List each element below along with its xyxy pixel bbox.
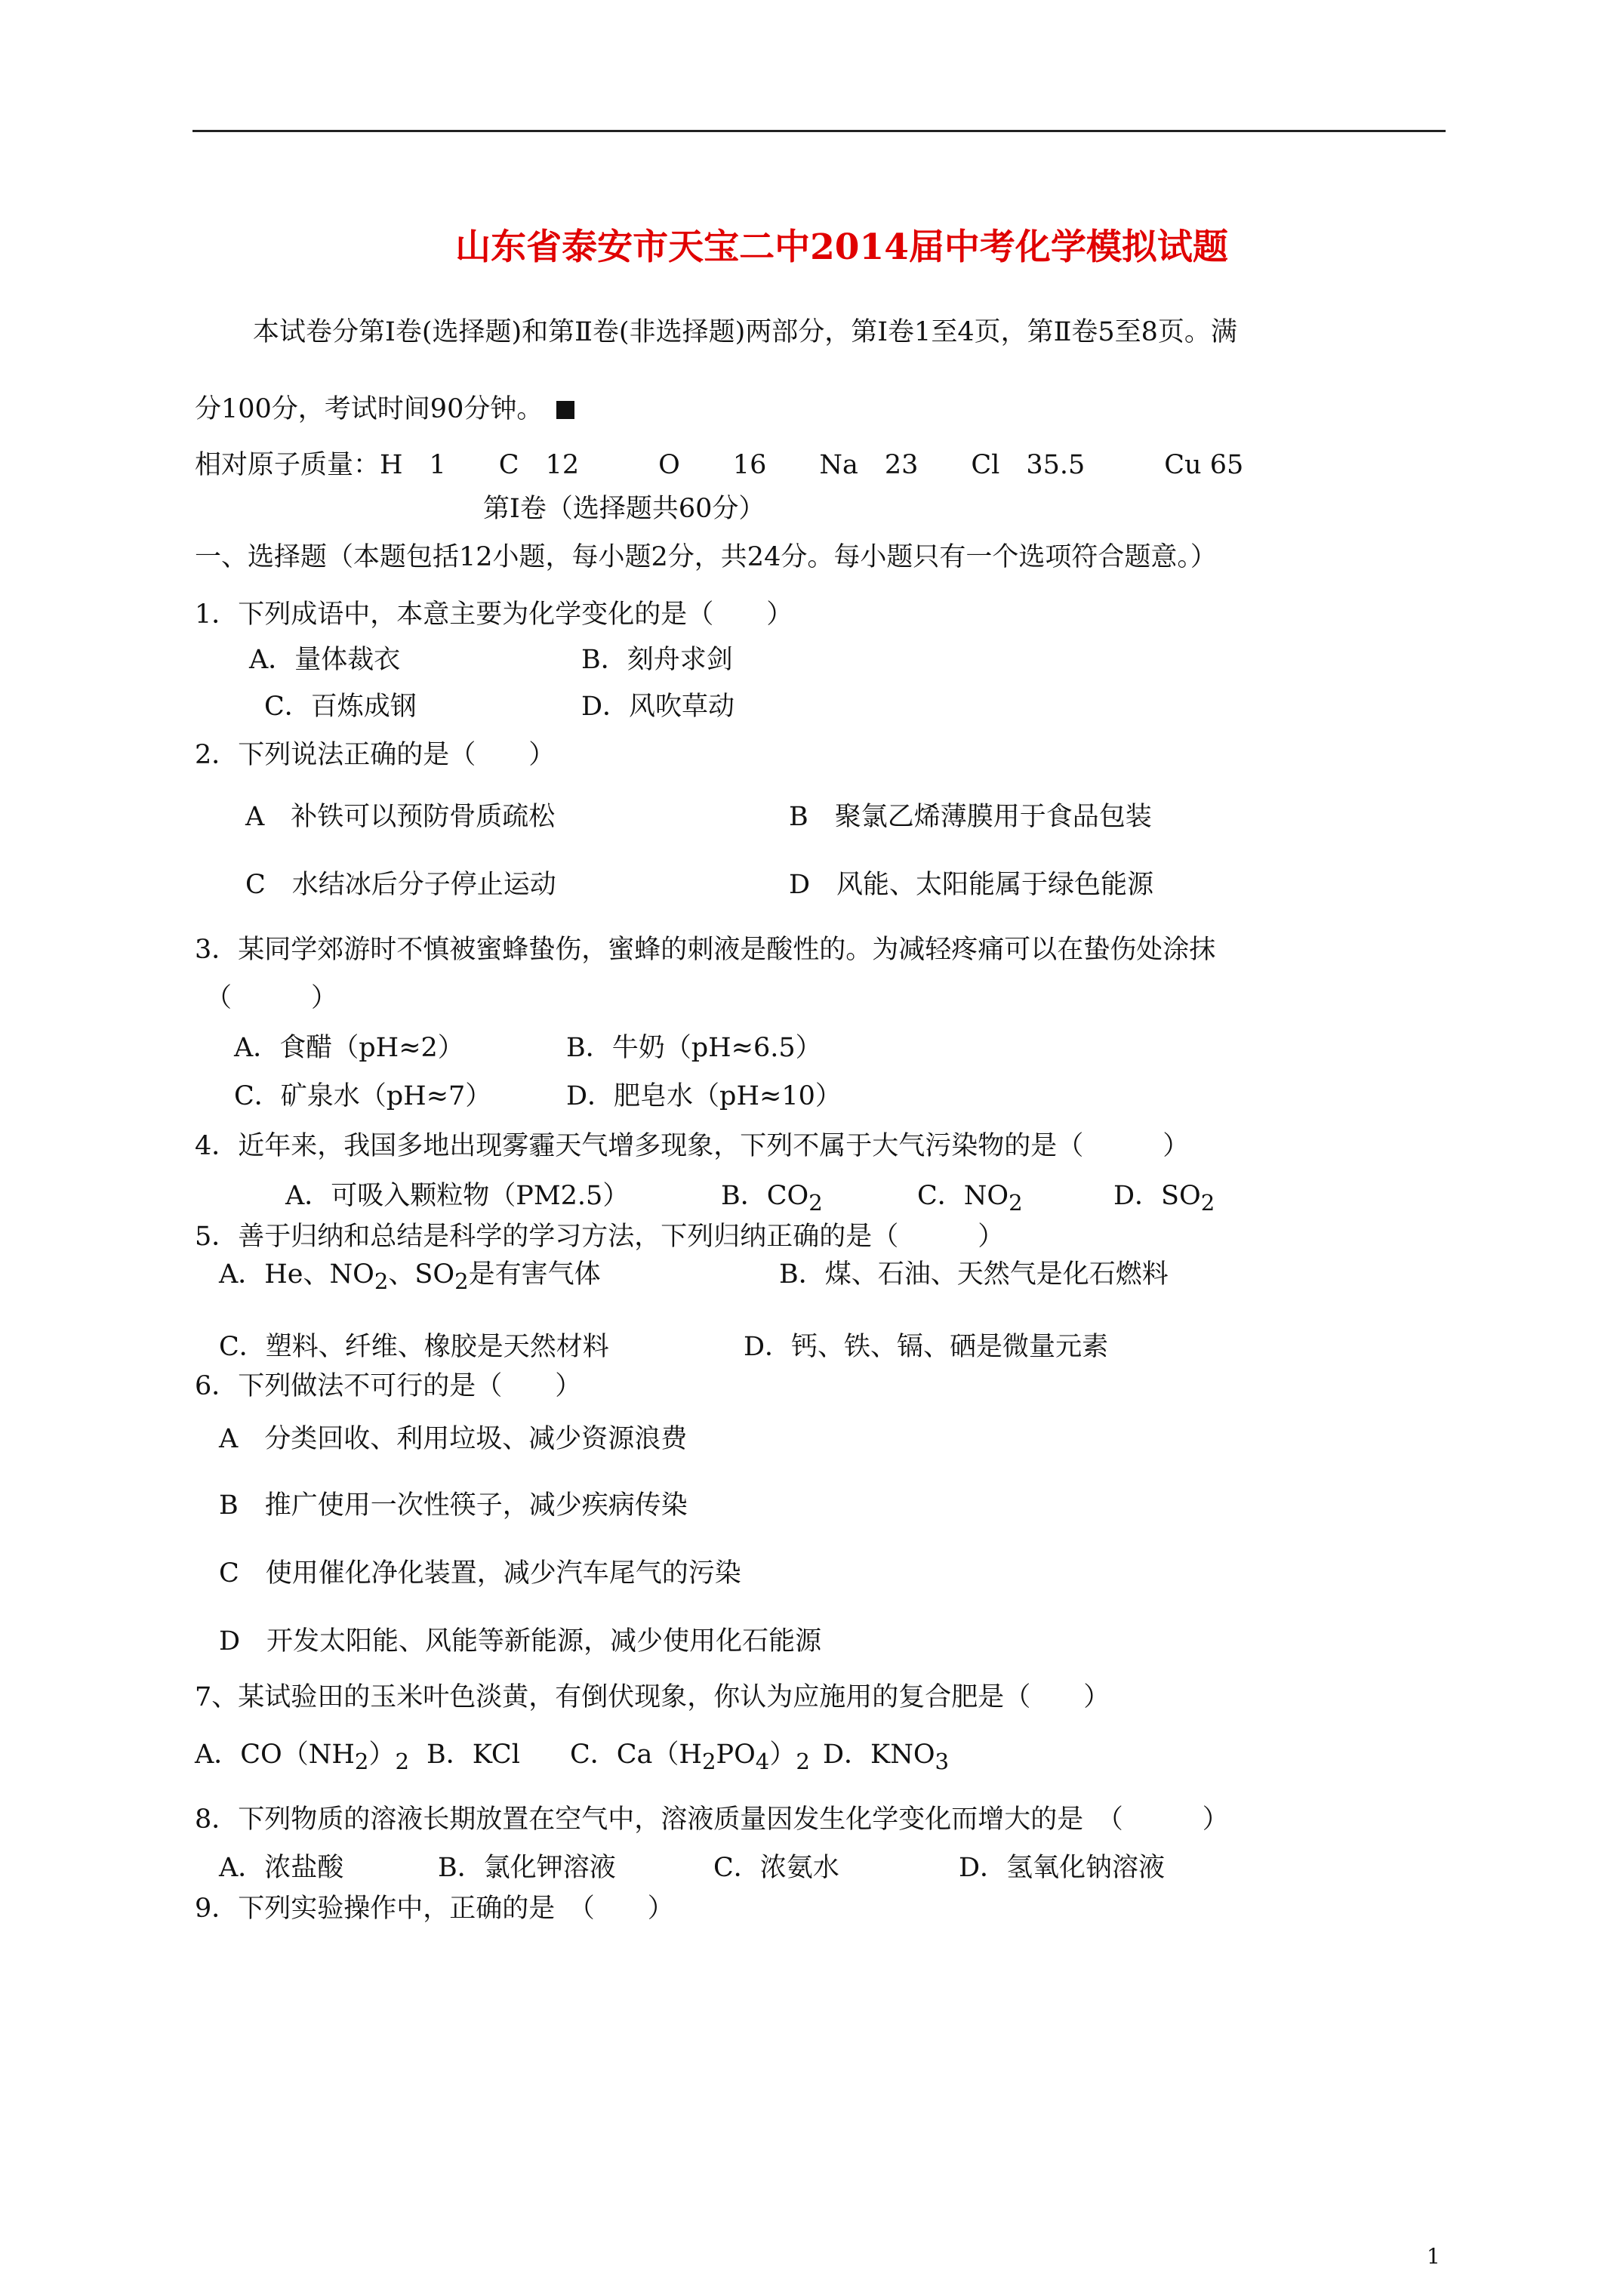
subscript: 2 [354, 1749, 369, 1774]
q2-option-a: A 补铁可以预防骨质疏松 [245, 802, 556, 832]
q1-option-c: C．百炼成钢 [264, 692, 417, 722]
q4-option-b [721, 1179, 823, 1219]
q3-option-c: C．矿泉水（pH≈7） [234, 1081, 492, 1111]
subscript: 2 [374, 1268, 389, 1294]
text: 是有害气体 [468, 1259, 601, 1290]
atomic-mass-line: 相对原子质量：H 1 C 12 O 16 Na 23 Cl 35.5 Cu 65 [195, 450, 1244, 480]
q6-stem: 6．下列做法不可行的是（ ） [195, 1371, 582, 1401]
q7-option-b: B．KCl [427, 1740, 520, 1770]
subscript: 2 [808, 1190, 823, 1216]
q2-option-c: C 水结冰后分子停止运动 [245, 870, 556, 900]
q3-option-d: D．肥皂水（pH≈10） [566, 1081, 842, 1111]
intro-text: 分100分，考试时间90分钟。 [195, 394, 544, 424]
text: PO [716, 1740, 756, 1770]
text: ） [368, 1740, 396, 1770]
q3-option-b: B．牛奶（pH≈6.5） [566, 1033, 822, 1063]
q6-option-b: B 推广使用一次性筷子，减少疾病传染 [219, 1490, 688, 1521]
q4-option-d-text: D．SO [1113, 1181, 1201, 1211]
q3-answer-paren: （ ） [205, 983, 338, 1013]
q4-option-a: A．可吸入颗粒物（PM2.5） [285, 1181, 630, 1211]
q2-option-d: D 风能、太阳能属于绿色能源 [789, 870, 1154, 900]
q7-option-c [570, 1738, 810, 1778]
q8-option-a: A．浓盐酸 [219, 1853, 344, 1883]
q3-stem: 3．某同学郊游时不慎被蜜蜂蛰伤，蜜蜂的刺液是酸性的。为减轻疼痛可以在蛰伤处涂抹 [195, 935, 1216, 965]
q3-option-a: A．食醋（pH≈2） [234, 1033, 464, 1063]
q8-stem: 8．下列物质的溶液长期放置在空气中，溶液质量因发生化学变化而增大的是 （ ） [195, 1804, 1229, 1835]
q6-option-c: C 使用催化净化装置，减少汽车尾气的污染 [219, 1558, 741, 1589]
page-number: 1 [1427, 2244, 1440, 2269]
text: C．Ca（H [570, 1740, 702, 1770]
section-title: 第Ⅰ卷（选择题共60分） [483, 494, 765, 524]
subscript: 2 [1009, 1190, 1023, 1216]
part-heading: 一、选择题（本题包括12小题，每小题2分，共24分。每小题只有一个选项符合题意。） [195, 542, 1217, 572]
q6-option-d: D 开发太阳能、风能等新能源，减少使用化石能源 [219, 1626, 822, 1657]
q6-option-a: A 分类回收、利用垃圾、减少资源浪费 [219, 1424, 688, 1454]
subscript: 2 [701, 1749, 716, 1774]
subscript: 2 [454, 1268, 469, 1294]
q4-option-d [1113, 1179, 1215, 1219]
q4-option-c [917, 1179, 1023, 1219]
q7-stem: 7、某试验田的玉米叶色淡黄，有倒伏现象，你认为应施用的复合肥是（ ） [195, 1682, 1110, 1712]
intro-line-2 [195, 393, 574, 426]
q9-stem: 9．下列实验操作中，正确的是 （ ） [195, 1894, 674, 1924]
q5-stem: 5．善于归纳和总结是科学的学习方法，下列归纳正确的是（ ） [195, 1222, 1005, 1252]
q2-stem: 2．下列说法正确的是（ ） [195, 740, 556, 770]
q5-option-a [219, 1258, 601, 1298]
intro-line-1: 本试卷分第Ⅰ卷(选择题)和第Ⅱ卷(非选择题)两部分，第Ⅰ卷1至4页，第Ⅱ卷5至8页。满 [253, 317, 1237, 347]
text: A．He、NO [219, 1259, 374, 1290]
q8-option-d: D．氢氧化钠溶液 [959, 1853, 1166, 1883]
q1-option-a: A．量体裁衣 [249, 645, 401, 675]
subscript: 2 [1200, 1190, 1215, 1216]
subscript: 2 [796, 1749, 810, 1774]
q5-option-d: D．钙、铁、镉、硒是微量元素 [744, 1332, 1109, 1362]
q1-option-b: B．刻舟求剑 [581, 645, 733, 675]
text: D．KNO [823, 1740, 935, 1770]
q5-option-c: C．塑料、纤维、橡胶是天然材料 [219, 1332, 609, 1362]
q2-option-b: B 聚氯乙烯薄膜用于食品包装 [789, 802, 1152, 832]
q8-option-b: B．氯化钾溶液 [438, 1853, 616, 1883]
q5-option-b: B．煤、石油、天然气是化石燃料 [779, 1259, 1169, 1290]
q7-option-a [195, 1738, 409, 1778]
text: A．CO（NH [195, 1740, 355, 1770]
q1-option-d: D．风吹草动 [581, 692, 735, 722]
q8-option-c: C．浓氨水 [713, 1853, 839, 1883]
text: 、SO [388, 1259, 455, 1290]
document-title: 山东省泰安市天宝二中2014届中考化学模拟试题 [455, 227, 1228, 268]
header-rule [192, 130, 1446, 132]
text: ） [769, 1740, 796, 1770]
subscript: 4 [755, 1749, 770, 1774]
subscript: 2 [395, 1749, 410, 1774]
subscript: 3 [935, 1749, 950, 1774]
black-square-mark [556, 401, 574, 419]
q4-option-c-text: C．NO [917, 1181, 1009, 1211]
q7-option-d [823, 1738, 949, 1778]
q1-stem: 1．下列成语中，本意主要为化学变化的是（ ） [195, 599, 793, 630]
q4-stem: 4．近年来，我国多地出现雾霾天气增多现象，下列不属于大气污染物的是（ ） [195, 1131, 1190, 1161]
q4-option-b-text: B．CO [721, 1181, 809, 1211]
